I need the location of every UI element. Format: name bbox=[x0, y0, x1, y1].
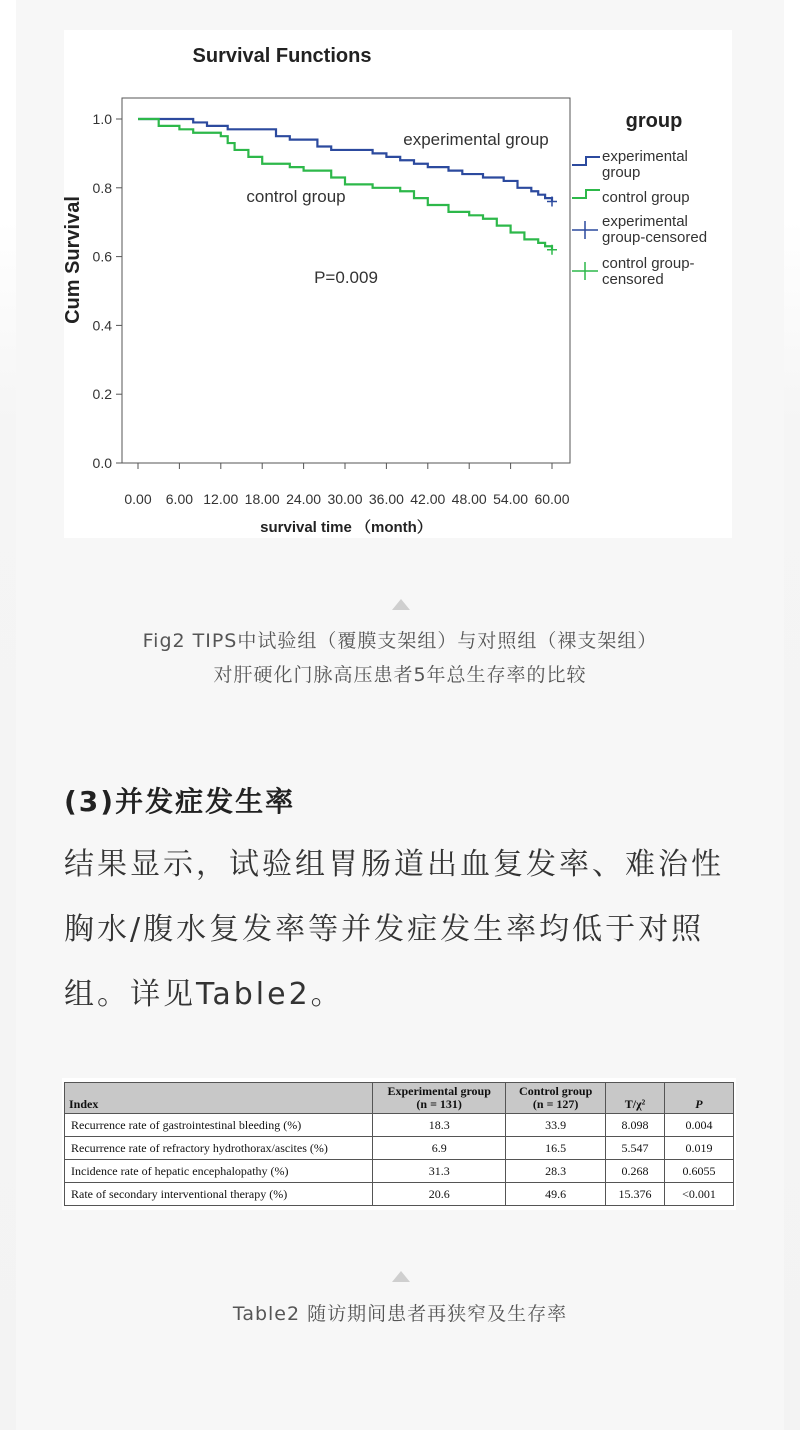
x-tick-label: 60.00 bbox=[534, 491, 570, 507]
table-cell: 0.6055 bbox=[664, 1160, 733, 1183]
legend-label-experimental-censored: experimental group-censored bbox=[602, 213, 708, 246]
header-statistic: T/χ² bbox=[606, 1083, 665, 1114]
table-cell: 6.9 bbox=[373, 1137, 506, 1160]
legend-swatch-experimental-censored bbox=[572, 221, 598, 239]
table-cell: 20.6 bbox=[373, 1183, 506, 1206]
x-axis-label: survival time （month） bbox=[260, 519, 432, 536]
table-header-row bbox=[65, 1083, 734, 1114]
x-tick-label: 54.00 bbox=[493, 491, 529, 507]
table-cell: 15.376 bbox=[606, 1183, 665, 1206]
table-cell-index: Recurrence rate of gastrointestinal bleeding (%) bbox=[65, 1114, 373, 1137]
table-cell: 31.3 bbox=[373, 1160, 506, 1183]
x-tick-label: 48.00 bbox=[451, 491, 487, 507]
survival-chart bbox=[64, 30, 732, 538]
legend bbox=[572, 110, 707, 288]
table-cell: 16.5 bbox=[506, 1137, 606, 1160]
figure-caption-line2: 对肝硬化门脉高压患者5年总生存率的比较 bbox=[213, 664, 587, 686]
x-tick-label: 30.00 bbox=[327, 491, 363, 507]
header-p: P bbox=[664, 1083, 733, 1114]
legend-title: group bbox=[625, 110, 683, 132]
table-cell: 18.3 bbox=[373, 1114, 506, 1137]
x-tick-label: 42.00 bbox=[410, 491, 446, 507]
table-row bbox=[65, 1160, 734, 1183]
y-tick-label: 1.0 bbox=[92, 111, 112, 127]
table-cell-index: Rate of secondary interventional therapy (%) bbox=[65, 1183, 373, 1206]
table-cell: 49.6 bbox=[506, 1183, 606, 1206]
table-cell: 0.268 bbox=[606, 1160, 665, 1183]
section-heading: (3)并发症发生率 bbox=[64, 785, 296, 818]
table-cell: <0.001 bbox=[664, 1183, 733, 1206]
table-caption-marker-icon bbox=[392, 1271, 410, 1282]
x-tick-label: 12.00 bbox=[203, 491, 239, 507]
table-row bbox=[65, 1183, 734, 1206]
x-tick-label: 0.00 bbox=[124, 491, 152, 507]
table-cell: 28.3 bbox=[506, 1160, 606, 1183]
table-cell-index: Recurrence rate of refractory hydrothorax/ascites (%) bbox=[65, 1137, 373, 1160]
caption-marker-icon bbox=[392, 599, 410, 610]
header-control: Control group (n = 127) bbox=[506, 1083, 606, 1114]
control-curve-label: control group bbox=[246, 187, 346, 206]
table-cell: 33.9 bbox=[506, 1114, 606, 1137]
header-experimental: Experimental group (n = 131) bbox=[373, 1083, 506, 1114]
figure-caption-line1: Fig2 TIPS中试验组（覆膜支架组）与对照组（裸支架组） bbox=[142, 630, 658, 652]
table-row bbox=[65, 1114, 734, 1137]
x-tick-label: 18.00 bbox=[244, 491, 280, 507]
legend-swatch-control-censored bbox=[572, 262, 598, 280]
legend-label-control-censored: control group-censored bbox=[602, 255, 695, 288]
y-tick-label: 0.2 bbox=[92, 386, 112, 403]
results-table-image bbox=[62, 1078, 736, 1210]
table-cell: 0.004 bbox=[664, 1114, 733, 1137]
legend-swatch-experimental bbox=[572, 157, 600, 165]
y-tick-label: 0.0 bbox=[92, 455, 112, 471]
table-cell: 5.547 bbox=[606, 1137, 665, 1160]
legend-label-control: control group bbox=[602, 189, 690, 206]
x-tick-label: 36.00 bbox=[368, 491, 404, 507]
y-tick-label: 0.4 bbox=[92, 317, 112, 334]
y-axis-label: Cum Survival bbox=[64, 196, 84, 324]
x-tick-label: 6.00 bbox=[165, 491, 194, 507]
survival-chart-svg bbox=[64, 30, 732, 538]
p-value-annotation: P=0.009 bbox=[314, 268, 378, 287]
table-cell: 0.019 bbox=[664, 1137, 733, 1160]
table-cell-index: Incidence rate of hepatic encephalopathy (%) bbox=[65, 1160, 373, 1183]
y-tick-label: 0.8 bbox=[92, 179, 112, 196]
table-cell: 8.098 bbox=[606, 1114, 665, 1137]
body-paragraph: 结果显示，试验组胃肠道出血复发率、难治性胸水/腹水复发率等并发症发生率均低于对照组。详见Table2。 bbox=[64, 847, 724, 1012]
chart-title: Survival Functions bbox=[192, 45, 372, 67]
header-index: Index bbox=[65, 1083, 373, 1114]
legend-swatch-control bbox=[572, 190, 600, 198]
results-table bbox=[64, 1082, 734, 1206]
table-caption: Table2 随访期间患者再狭窄及生存率 bbox=[232, 1303, 568, 1325]
table-row bbox=[65, 1137, 734, 1160]
y-tick-label: 0.6 bbox=[92, 248, 112, 265]
x-tick-label: 24.00 bbox=[286, 491, 322, 507]
legend-label-experimental: experimental group bbox=[602, 148, 688, 181]
experimental-curve-label: experimental group bbox=[403, 130, 549, 149]
